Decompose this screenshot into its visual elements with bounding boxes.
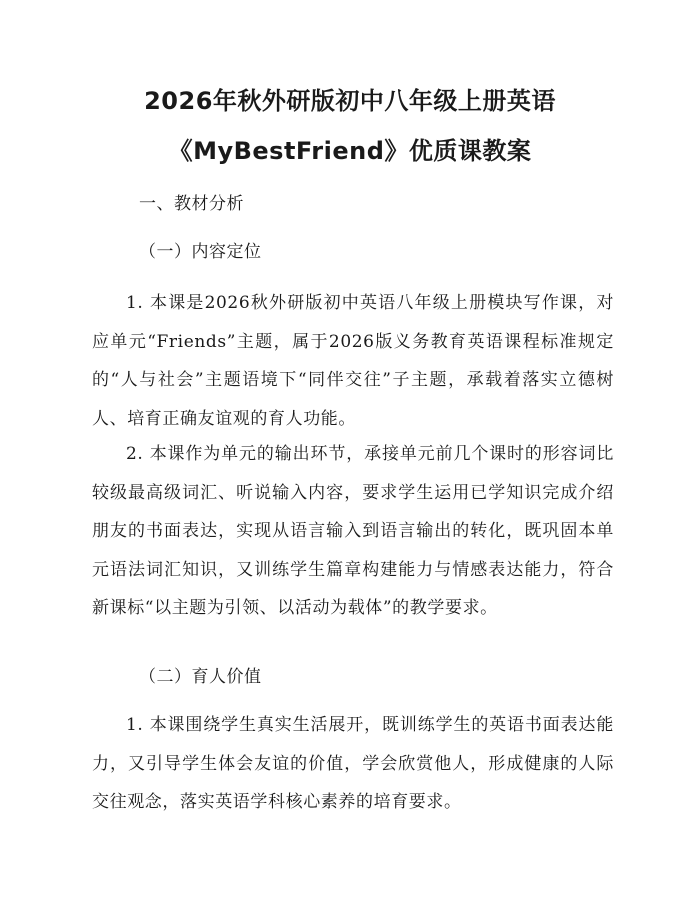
section-heading-textbook-analysis: 一、教材分析: [139, 194, 244, 214]
paragraph-2: 2. 本课作为单元的输出环节，承接单元前几个课时的形容词比较级最高级词汇、听说输入内容，要求学生运用已学知识完成介绍朋友的书面表达，实现从语言输入到语言输出的转化，既巩固本单元语法词汇知识，又训练学生篇章构建能力与情感表达能力，符合新课标“以主题为引领、以活动为载体”的教学要求。: [92, 444, 614, 619]
subsection-heading-educational-value: （二）育人价值: [139, 667, 262, 687]
document-title-line-1: 2026年秋外研版初中八年级上册英语: [144, 87, 556, 115]
document-title-line-2: 《MyBestFriend》优质课教案: [168, 137, 532, 165]
paragraph-3: 1. 本课围绕学生真实生活展开，既训练学生的英语书面表达能力，又引导学生体会友谊的价值，学会欣赏他人，形成健康的人际交往观念，落实英语学科核心素养的培育要求。: [92, 715, 614, 813]
paragraph-1: 1. 本课是2026秋外研版初中英语八年级上册模块写作课，对应单元“Friends”主题，属于2026版义务教育英语课程标准规定的“人与社会”主题语境下“同伴交往”子主题，承载着落实立德树人、培育正确友谊观的育人功能。: [92, 293, 614, 429]
subsection-heading-content-positioning: （一）内容定位: [139, 242, 262, 262]
